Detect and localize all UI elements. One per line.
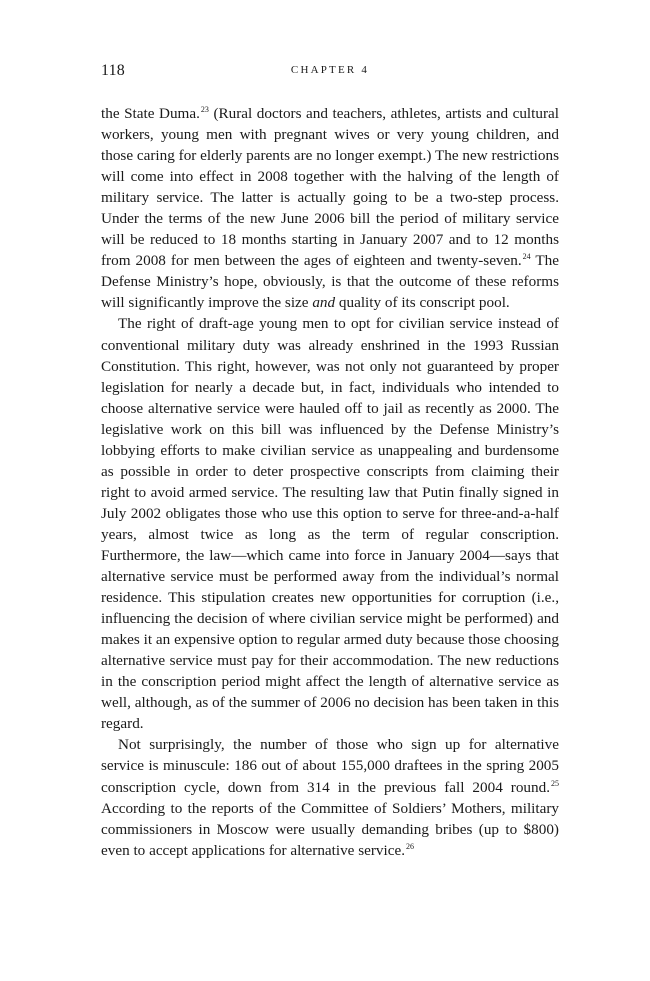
- emphasis-text: and: [312, 294, 336, 312]
- footnote-ref: 23: [200, 105, 209, 114]
- text-run: Not surprisingly, the number of those who sign up for alternative service is minuscule: 186 out of about 155,000 draftees in the spring 2005 conscription cycle, down from 314 in the previous fall 2004 round.: [101, 736, 559, 796]
- paragraph: [101, 313, 559, 734]
- running-head: CHAPTER 4: [290, 64, 370, 76]
- text-run: The right of draft-age young men to opt for civilian service instead of conventional military duty was already enshrined in the 1993 Russian Constitution. This right, however, was not only not guaranteed by proper legislation for nearly a decade but, in fact, individuals who intended to choose alternative service were hauled off to jail as recently as 2000. The legislative work on this bill was influenced by the Defense Ministry’s lobbying efforts to make civilian service as unappealing and burdensome as possible in order to deter prospective conscripts from claiming their right to avoid armed service. The resulting law that Putin finally signed in July 2002 obligates those who use this option to serve for three-and-a-half years, almost twice as long as the term of regular conscription. Furthermore, the law—which came into force in January 2004—says that alternative service must be performed away from the individual’s normal residence. This stipulation creates new opportunities for corruption (i.e., influencing the decision of where civilian service might be performed) and makes it an expensive option to regular armed duty because those choosing alternative service must pay for their accommodation. The new reductions in the conscription period might affect the length of alternative service as well, although, as of the summer of 2006 no decision has been taken in this regard.: [101, 315, 559, 733]
- paragraph: [101, 734, 559, 860]
- footnote-ref: 25: [551, 778, 559, 788]
- text-run: the State Duma.: [101, 105, 200, 122]
- footnote-ref: 24: [522, 252, 531, 262]
- page-header: [101, 62, 559, 82]
- page-number: 118: [101, 62, 126, 79]
- text-run: The Defense Ministry’s hope, obviously, is that the outcome of these reforms will significantly improve the size: [101, 252, 559, 312]
- footnote-ref: 26: [406, 841, 415, 851]
- body-text: [101, 103, 559, 861]
- paragraph: [101, 103, 559, 313]
- text-run: According to the reports of the Committee of Soldiers’ Mothers, military commissioners in Moscow were usually demanding bribes (up to $800) even to accept applications for alternative service.: [101, 799, 559, 859]
- text-run: (Rural doctors and teachers, athletes, artists and cultural workers, young men with pregnant wives or very young children, and those caring for elderly parents are no longer exempt.) The new restrictions will come into effect in 2008 together with the halving of the length of military service. The latter is actually going to be a two-step process. Under the terms of the new June 2006 bill the period of military service will be reduced to 18 months starting in January 2007 and to 12 months from 2008 for men between the ages of eighteen and twenty-seven.: [101, 105, 559, 270]
- text-run: quality of its conscript pool.: [335, 294, 510, 312]
